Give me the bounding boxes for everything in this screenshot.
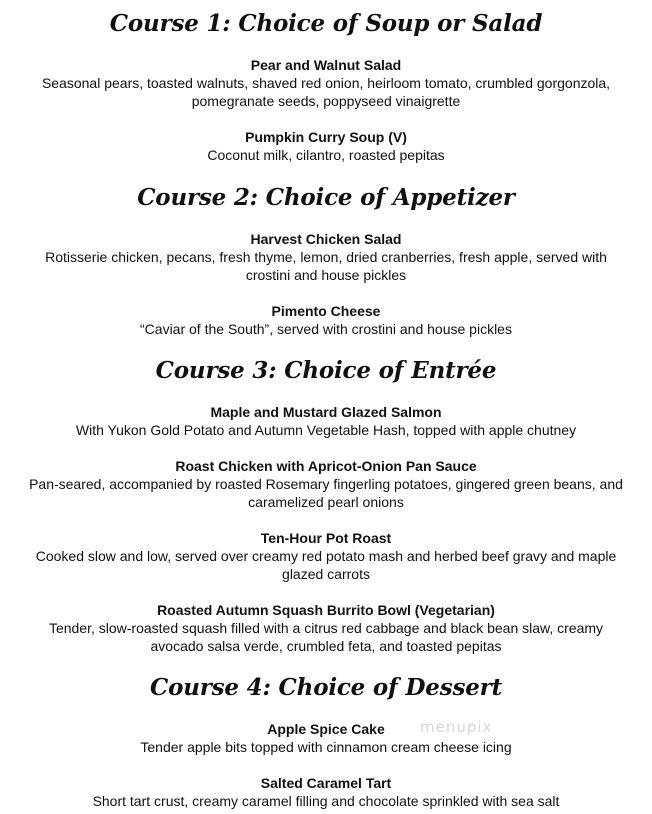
dish-description: “Caviar of the South”, served with crostini and house pickles	[140, 321, 512, 337]
dish-description: Seasonal pears, toasted walnuts, shaved red onion, heirloom tomato, crumbled gorgonzola, pomegranate seeds, poppyseed vinaigrette	[41, 75, 611, 109]
dish-name: Pimento Cheese	[271, 303, 381, 319]
menu-item	[0, 128, 652, 164]
menu-item	[0, 774, 652, 810]
menu-item	[0, 529, 652, 583]
course-heading: Course 1: Choice of Soup or Salad	[109, 10, 543, 37]
course-heading: Course 4: Choice of Dessert	[149, 674, 503, 701]
menu-item	[0, 720, 652, 756]
dish-description: With Yukon Gold Potato and Autumn Vegetable Hash, topped with apple chutney	[75, 422, 577, 438]
menu-item	[0, 601, 652, 655]
course-1-heading-block	[0, 10, 652, 38]
menu-item	[0, 56, 652, 110]
dish-name: Apple Spice Cake	[267, 721, 385, 737]
course-heading: Course 3: Choice of Entrée	[155, 357, 497, 384]
course-2-heading-block	[0, 184, 652, 212]
dish-name: Roasted Autumn Squash Burrito Bowl (Vegetarian)	[157, 602, 495, 618]
course-3-heading-block	[0, 357, 652, 385]
dish-description: Tender apple bits topped with cinnamon cream cheese icing	[140, 739, 512, 755]
dish-name: Salted Caramel Tart	[260, 775, 392, 791]
dish-description: Rotisserie chicken, pecans, fresh thyme, lemon, dried cranberries, fresh apple, served with crostini and house pickles	[45, 249, 607, 283]
dish-name: Maple and Mustard Glazed Salmon	[210, 404, 442, 420]
menu-item	[0, 302, 652, 338]
dish-name: Pumpkin Curry Soup (V)	[245, 129, 407, 145]
watermark: menupix	[420, 718, 493, 736]
dish-description: Tender, slow-roasted squash filled with a citrus red cabbage and black bean slaw, creamy avocado salsa verde, crumbled feta, and toasted pepitas	[48, 620, 604, 654]
menu-item	[0, 403, 652, 439]
course-4-heading-block	[0, 674, 652, 702]
dish-name: Pear and Walnut Salad	[250, 57, 402, 73]
dish-description: Short tart crust, creamy caramel filling and chocolate sprinkled with sea salt	[92, 793, 560, 809]
dish-description: Coconut milk, cilantro, roasted pepitas	[207, 147, 445, 163]
dish-name: Harvest Chicken Salad	[250, 231, 402, 247]
course-heading: Course 2: Choice of Appetizer	[137, 184, 515, 211]
dish-name: Ten-Hour Pot Roast	[260, 530, 392, 546]
dish-name: Roast Chicken with Apricot-Onion Pan Sauce	[175, 458, 477, 474]
dish-description: Pan-seared, accompanied by roasted Rosemary fingerling potatoes, gingered green beans, and caramelized pearl onions	[29, 476, 623, 510]
menu-item	[0, 230, 652, 284]
dish-description: Cooked slow and low, served over creamy red potato mash and herbed beef gravy and maple glazed carrots	[35, 548, 617, 582]
menu-item	[0, 457, 652, 511]
